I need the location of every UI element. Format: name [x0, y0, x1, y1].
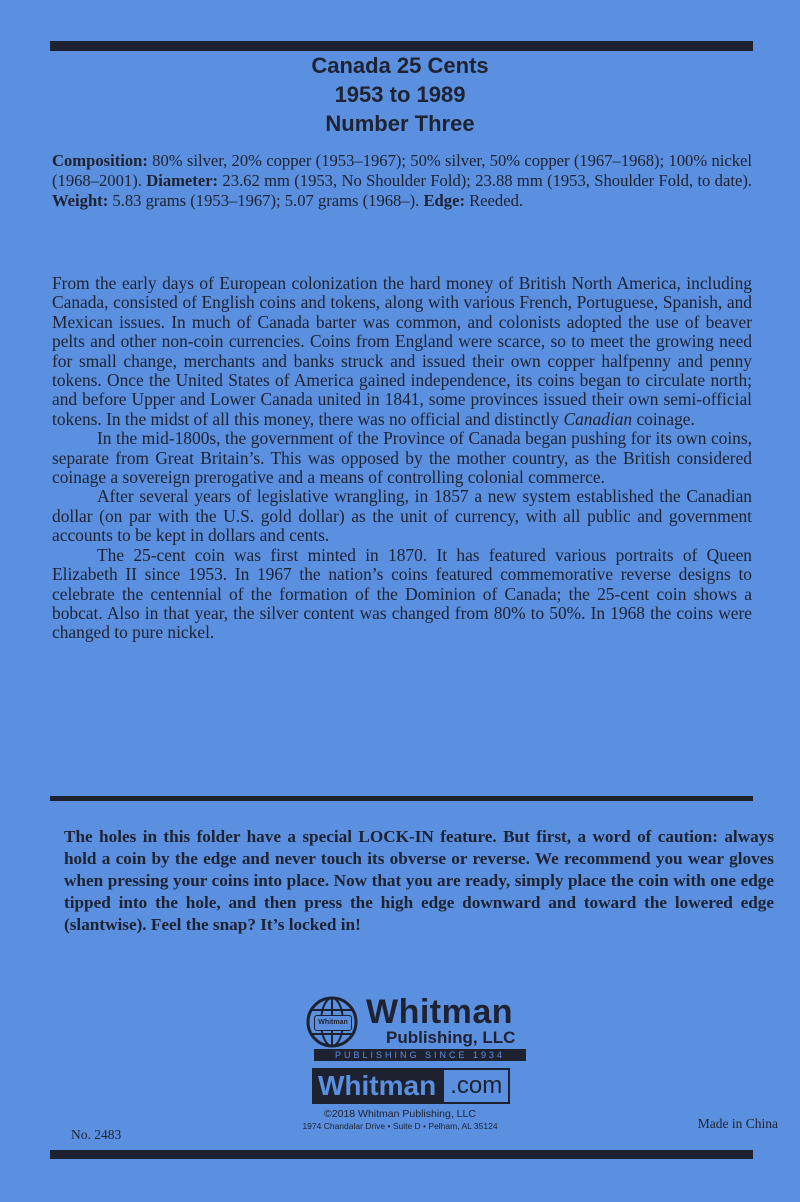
middle-rule: [50, 796, 753, 801]
globe-label: Whitman: [314, 1015, 352, 1031]
composition-text: 80% silver, 20% copper (1953–1967); 50% silver, 50% copper (1967–1968); 100% nickel (1968–2001).: [52, 151, 752, 190]
paragraph-3: After several years of legislative wrangling, in 1857 a new system established the Canadian dollar (on par with the U.S. gold dollar) as the unit of currency, with all public and government accounts to be kept in dollars and cents.: [52, 486, 752, 546]
title-line-2: 1953 to 1989: [334, 82, 466, 107]
paragraph-1-end: coinage.: [632, 408, 695, 429]
history-text: [52, 274, 752, 643]
copyright: ©2018 Whitman Publishing, LLC: [324, 1108, 476, 1120]
made-in-label: Made in China: [697, 1116, 778, 1131]
website-name: Whitman: [312, 1068, 442, 1104]
brand-name: Whitman: [366, 993, 514, 1031]
diameter-text: 23.62 mm (1953, No Shoulder Fold); 23.88 mm (1953, Shoulder Fold, to date).: [218, 171, 752, 190]
title-line-3: Number Three: [325, 111, 475, 136]
edge-label: Edge:: [423, 191, 465, 210]
specifications: [52, 151, 752, 211]
top-rule: [50, 41, 753, 51]
paragraph-1: [52, 274, 752, 429]
paragraph-4: The 25-cent coin was first minted in 1870. It has featured various portraits of Queen Elizabeth II since 1953. In 1967 the nation’s coins featured commemorative reverse designs to celebrate the centennial of the formation of the Dominion of Canada; the 25-cent coin shows a bobcat. Also in that year, the silver content was changed from 80% to 50%. In 1968 the coins were changed to pure nickel.: [52, 544, 752, 643]
title-block: [0, 51, 800, 138]
website-tld: .com: [442, 1068, 510, 1104]
brand-subtitle: Publishing, LLC: [386, 1028, 516, 1047]
lock-in-instructions: The holes in this folder have a special LOCK-IN feature. But first, a word of caution: always hold a coin by the edge and never touch its obverse or reverse. We recommend you wear gloves when pressing your coins into place. Now that you are ready, simply place the coin with one edge tipped into the hole, and then press the high edge downward and toward the lowered edge (slantwise). Feel the snap? It’s locked in!: [64, 827, 774, 934]
weight-text: 5.83 grams (1953–1967); 5.07 grams (1968–).: [108, 191, 424, 210]
paragraph-2: In the mid-1800s, the government of the Province of Canada began pushing for its own coins, separate from Great Britain’s. This was opposed by the mother country, as the British considered coinage a sovereign prerogative and a means of controlling colonial commerce.: [52, 428, 752, 488]
weight-label: Weight:: [52, 191, 109, 210]
diameter-label: Diameter:: [146, 171, 219, 190]
paragraph-1-start: From the early days of European colonization the hard money of British North America, including Canada, consisted of English coins and tokens, along with various French, Portuguese, Spanish, and Mexican issues. In much of Canada barter was common, and colonists adopted the use of beaver pelts and other non-coin currencies. Coins from England were scarce, so to meet the growing need for small change, merchants and banks struck and issued their own copper halfpenny and penny tokens. Once the United States of America gained independence, its coins began to circulate north; and before Upper and Lower Canada united in 1841, some provinces issued their own semi-official tokens. In the midst of all this money, there was no official and distinctly: [52, 273, 752, 429]
publishing-since-bar: PUBLISHING SINCE 1934: [314, 1049, 526, 1061]
website-badge: [312, 1068, 510, 1104]
catalog-number: No. 2483: [71, 1127, 122, 1142]
composition-label: Composition:: [52, 151, 148, 170]
address: 1974 Chandalar Drive • Suite D • Pelham, AL 35124: [302, 1121, 498, 1131]
bottom-rule: [50, 1150, 753, 1159]
title-line-1: Canada 25 Cents: [311, 53, 489, 78]
paragraph-1-italic: Canadian: [563, 408, 633, 429]
edge-text: Reeded.: [464, 191, 524, 210]
